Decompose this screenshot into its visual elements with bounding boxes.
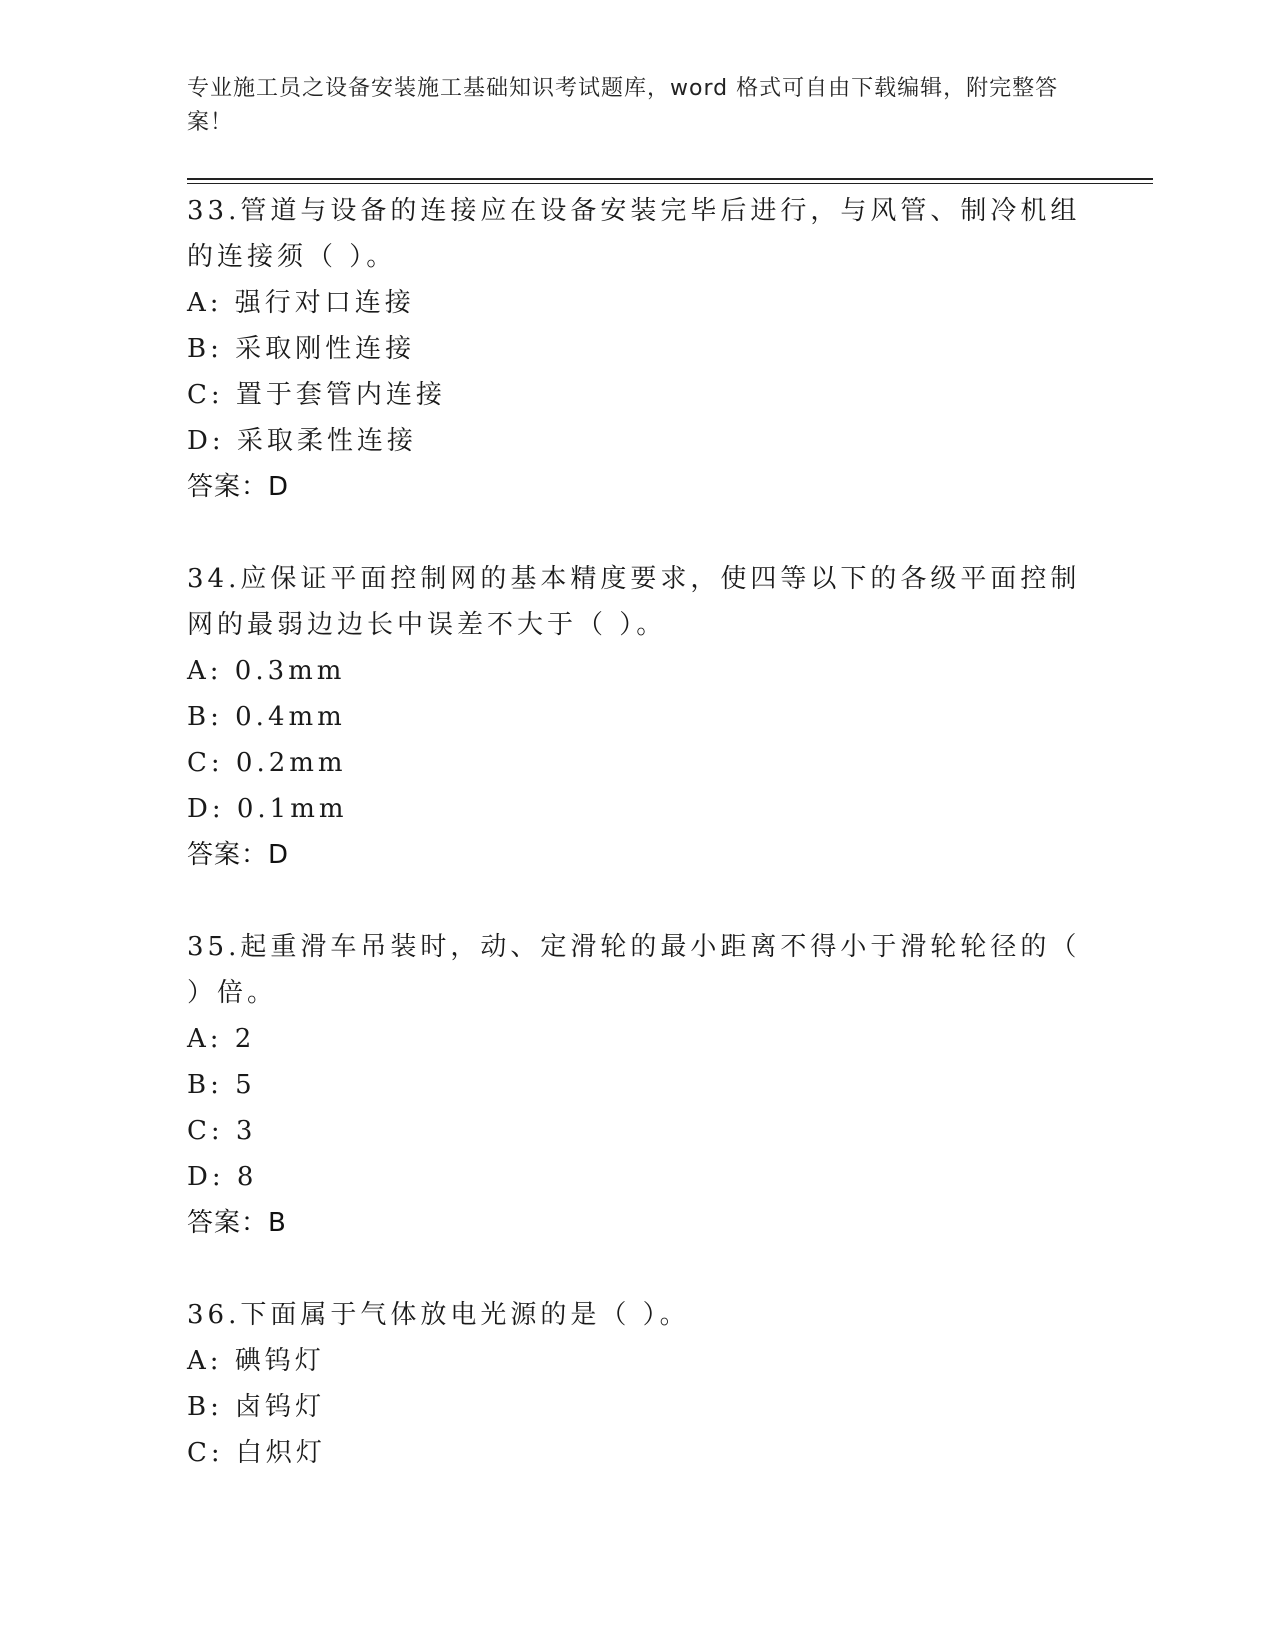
option-b: B: 5 bbox=[187, 1070, 256, 1100]
option-d: D: 0.1mm bbox=[187, 794, 348, 824]
option-a: A: 2 bbox=[187, 1024, 256, 1054]
option-b: B: 0.4mm bbox=[187, 702, 346, 732]
option-a: A: 0.3mm bbox=[187, 656, 346, 686]
question-text: 34.应保证平面控制网的基本精度要求，使四等以下的各级平面控制网的最弱边边长中误差不大于（ ）。 bbox=[187, 564, 1081, 640]
question-list bbox=[187, 188, 1087, 1522]
option-c: C: 置于套管内连接 bbox=[187, 380, 446, 410]
question-33 bbox=[187, 188, 1087, 510]
question-text: 33.管道与设备的连接应在设备安装完毕后进行，与风管、制冷机组的连接须（ ）。 bbox=[187, 196, 1081, 272]
option-d: D: 采取柔性连接 bbox=[187, 426, 417, 456]
header-divider-thin bbox=[187, 183, 1153, 184]
question-text: 36.下面属于气体放电光源的是（ ）。 bbox=[187, 1300, 690, 1330]
option-b: B: 卤钨灯 bbox=[187, 1392, 326, 1422]
answer-line: 答案：D bbox=[187, 472, 290, 502]
question-35 bbox=[187, 924, 1087, 1246]
question-34 bbox=[187, 556, 1087, 878]
document-title: 专业施工员之设备安装施工基础知识考试题库，word 格式可自由下载编辑，附完整答案！ bbox=[187, 76, 1059, 135]
document-header bbox=[187, 72, 1067, 140]
option-c: C: 3 bbox=[187, 1116, 257, 1146]
option-c: C: 白炽灯 bbox=[187, 1438, 326, 1468]
option-d: D: 8 bbox=[187, 1162, 258, 1192]
option-b: B: 采取刚性连接 bbox=[187, 334, 416, 364]
option-a: A: 碘钨灯 bbox=[187, 1346, 325, 1376]
question-text: 35.起重滑车吊装时，动、定滑轮的最小距离不得小于滑轮轮径的（ ）倍。 bbox=[187, 932, 1081, 1008]
question-36 bbox=[187, 1292, 1087, 1476]
header-divider-thick bbox=[187, 178, 1153, 180]
answer-line: 答案：B bbox=[187, 1208, 287, 1238]
option-a: A: 强行对口连接 bbox=[187, 288, 415, 318]
answer-line: 答案：D bbox=[187, 840, 290, 870]
option-c: C: 0.2mm bbox=[187, 748, 347, 778]
